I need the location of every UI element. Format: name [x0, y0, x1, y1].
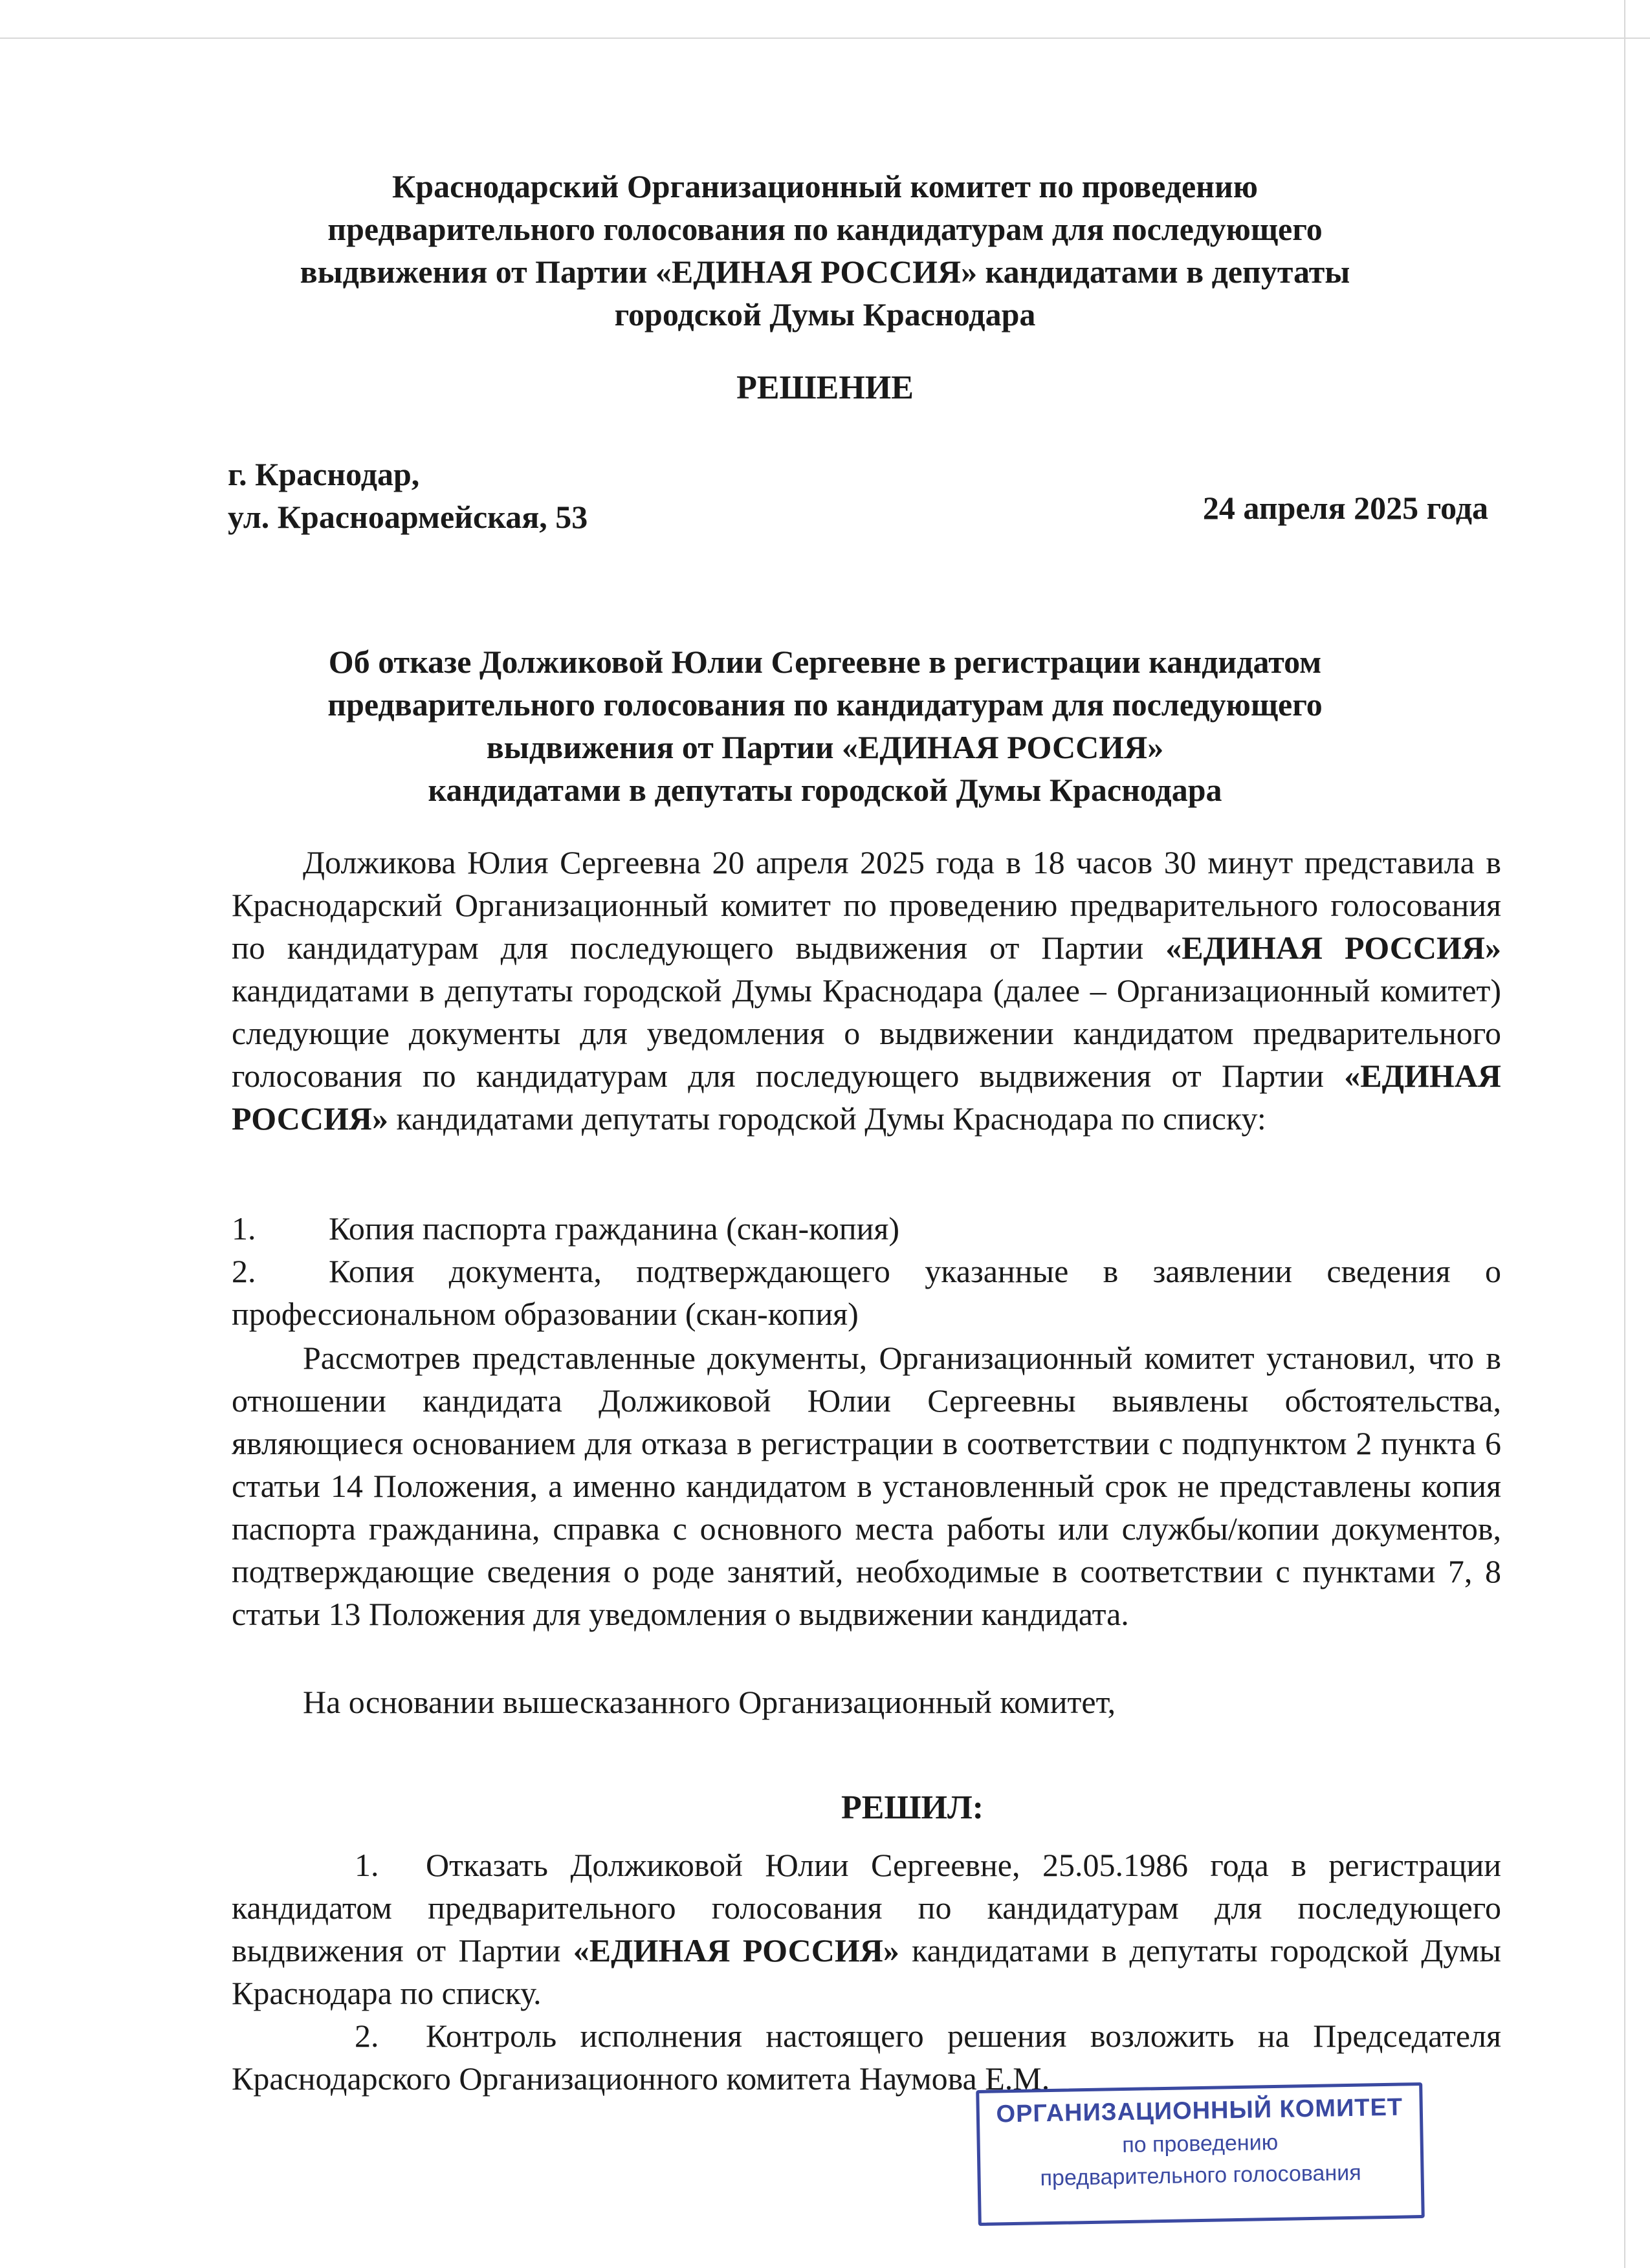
paragraph-text: Должикова Юлия Сергеевна 20 апреля 2025 года в 18 часов 30 минут представила в Краснодарский Организационный комитет по проведению предварительного голосования по кандидатурам для последующего выдвижения от Партии — [232, 844, 1501, 966]
decision-text: Отказать Должиковой Юлии Сергеевне, 25.05.1986 года в регистрации кандидатом предварительного голосования по кандидатурам для последующего выдвижения от Партии — [232, 1847, 1501, 1968]
list-item-number: 2. — [232, 1253, 256, 1289]
decision-number: 1. — [355, 1847, 379, 1883]
decision-text: Контроль исполнения настоящего решения возложить на Председателя Краснодарского Организационного комитета Наумова Е.М. — [232, 2018, 1501, 2097]
document-date: 24 апреля 2025 года — [1202, 490, 1488, 526]
organization-header — [0, 165, 1650, 336]
list-item-text: Копия документа, подтверждающего указанные в заявлении сведения о профессиональном образовании (скан-копия) — [232, 1253, 1501, 1332]
committee-stamp — [976, 2082, 1425, 2226]
documents-list — [232, 1207, 1501, 1335]
paragraph-text: кандидатами в депутаты городской Думы Краснодара (далее – Организационный комитет) следующие документы для уведомления о выдвижении кандидатом предварительного голосования по кандидатурам для последующего выдвижения от Партии — [232, 972, 1501, 1094]
decision-number: 2. — [355, 2018, 379, 2054]
subject-line: выдвижения от Партии «ЕДИНАЯ РОССИЯ» — [486, 729, 1164, 765]
stamp-line: ОРГАНИЗАЦИОННЫЙ КОМИТЕТ — [996, 2093, 1403, 2128]
subject-line: предварительного голосования по кандидатурам для последующего — [327, 686, 1323, 723]
list-item — [232, 1207, 1501, 1250]
list-item — [232, 1250, 1501, 1335]
paragraph-basis: На основании вышесказанного Организационный комитет, — [303, 1684, 1116, 1720]
subject-line: кандидатами в депутаты городской Думы Краснодара — [428, 772, 1222, 808]
paragraph-findings: Рассмотрев представленные документы, Организационный комитет установил, что в отношении кандидата Должиковой Юлии Сергеевны выявлены обстоятельства, являющиеся основанием для отказа в регистрации в соответствии с подпунктом 2 пункта 6 статьи 14 Положения, а именно кандидатом в установленный срок не представлены копия паспорта гражданина, справка с основного места работы или службы/копии документов, подтверждающие сведения о роде занятий, необходимые в соответствии с пунктами 7, 8 статьи 13 Положения для уведомления о выдвижении кандидата. — [232, 1340, 1501, 1632]
party-name: «ЕДИНАЯ РОССИЯ» — [573, 1932, 899, 1968]
place-address: ул. Красноармейская, 53 — [228, 499, 588, 535]
header-line: выдвижения от Партии «ЕДИНАЯ РОССИЯ» кандидатами в депутаты — [300, 254, 1350, 290]
subject-line: Об отказе Должиковой Юлии Сергеевне в регистрации кандидатом — [328, 644, 1322, 680]
paragraph-text: кандидатами депутаты городской Думы Краснодара по списку: — [388, 1100, 1266, 1137]
resolved-title: РЕШИЛ: — [841, 1789, 984, 1826]
header-line: предварительного голосования по кандидатурам для последующего — [327, 211, 1323, 247]
stamp-line: по проведению — [1121, 2130, 1279, 2158]
header-line: Краснодарский Организационный комитет по проведению — [392, 168, 1258, 204]
decision-text: кандидатами в депутаты городской Думы Краснодара по списку. — [232, 1932, 1501, 2011]
party-name: «ЕДИНАЯ РОССИЯ» — [1165, 930, 1501, 966]
scan-edge-top — [0, 38, 1650, 39]
party-name: «ЕДИНАЯ РОССИЯ» — [232, 1058, 1501, 1137]
place-block — [228, 453, 588, 538]
decision-item — [232, 1844, 1501, 2014]
paragraph-submission — [232, 841, 1501, 1140]
stamp-line: предварительного голосования — [1040, 2160, 1361, 2191]
scan-edge-right — [1624, 0, 1625, 2268]
subject-heading — [0, 640, 1650, 811]
list-item-text: Копия паспорта гражданина (скан-копия) — [329, 1210, 900, 1247]
list-item-number: 1. — [232, 1210, 256, 1247]
decision-title: РЕШЕНИЕ — [736, 369, 914, 406]
place-city: г. Краснодар, — [228, 456, 420, 492]
header-line: городской Думы Краснодара — [614, 296, 1036, 333]
decisions-list — [232, 1844, 1501, 2100]
